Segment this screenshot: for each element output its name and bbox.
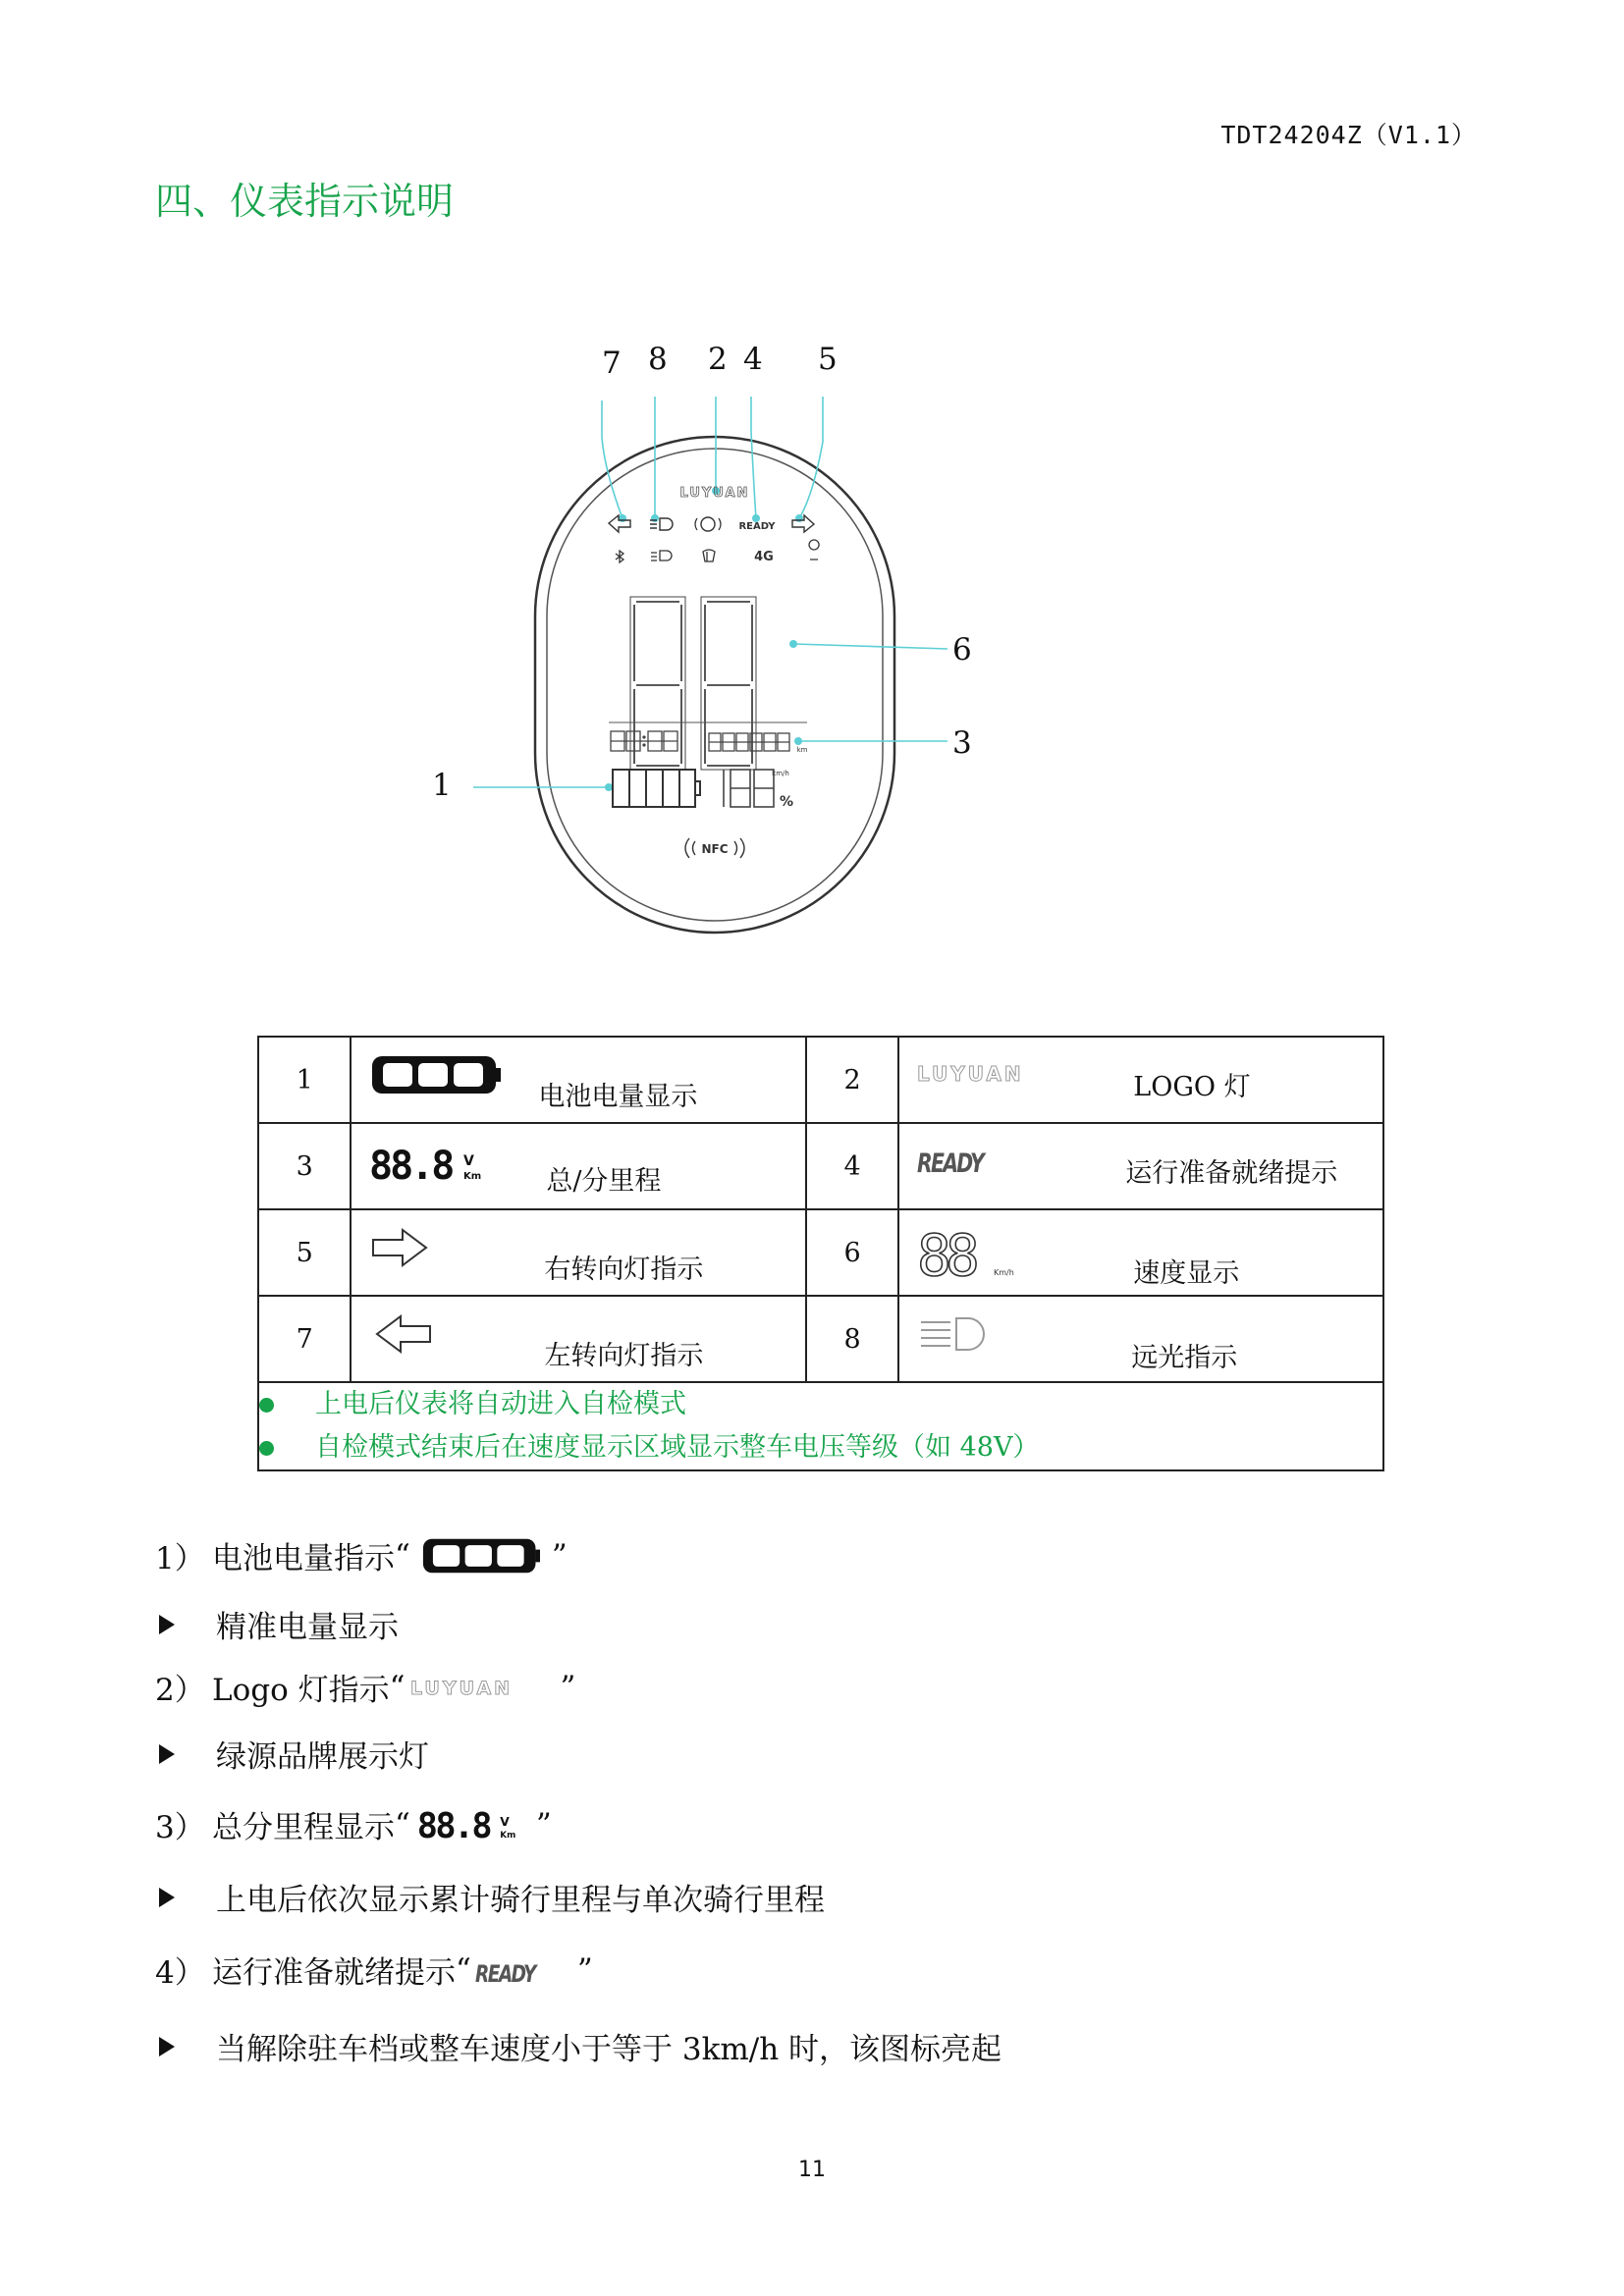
svg-text:READY: READY [917,1148,984,1179]
cell-label: 总/分里程 [546,1166,662,1197]
arrow-bullet-icon [159,1744,175,1764]
desc-prefix: 4） [155,1955,205,1991]
leader-dot-6 [789,640,797,648]
leader-dot-1 [605,783,613,791]
arrow-bullet-icon [159,1615,175,1634]
desc-item-4 [155,1948,593,1992]
desc-prefix: 3） [155,1810,205,1845]
leader-dot-3 [794,737,802,745]
desc-bullet-1 [155,1602,399,1646]
leader-line-4 [751,397,756,518]
ready-indicator: READY [738,521,776,532]
speed-digits [630,597,756,770]
note-item: 上电后仪表将自动进入自检模式 [259,1383,1382,1426]
svg-text:Km: Km [500,1830,516,1841]
row-number: 3 [258,1123,351,1209]
open-quote: “ [395,1537,410,1574]
battery-icon [414,1536,548,1575]
page-number: 11 [798,2158,826,2182]
arrow-bullet-icon [159,1888,175,1907]
document-code: TDT24204Z（V1.1） [1220,121,1477,149]
table-notes-row [258,1382,1383,1470]
ready-icon [917,1140,1025,1179]
table-row [258,1296,1383,1382]
callout-6: 6 [952,632,972,667]
close-quote: ” [535,1806,552,1842]
row-number: 8 [806,1296,898,1382]
odometer-icon [369,1140,497,1189]
battery-icon [369,1053,503,1096]
cell-label: LOGO 灯 [1133,1072,1251,1102]
desc-prefix: 2） [155,1673,205,1708]
desc-text: 电池电量指示 [212,1541,395,1576]
desc-item-1 [155,1533,568,1577]
svg-text:LUYUAN: LUYUAN [410,1677,514,1699]
battery-percent-digits [724,770,774,807]
leader-dot-8 [651,514,659,522]
arrow-bullet-icon [159,2037,175,2056]
cell-label: 运行准备就绪提示 [1125,1158,1338,1189]
ready-icon [475,1950,573,1990]
battery-gauge-icon [613,770,700,807]
right-turn-arrow-icon [369,1226,438,1269]
battery-percent-sign: % [779,794,794,810]
callout-5: 5 [818,342,838,377]
desc-text: 总分里程显示 [212,1810,395,1845]
callout-3: 3 [952,725,972,761]
indicator-table [257,1036,1384,1471]
desc-text: 上电后依次显示累计骑行里程与单次骑行里程 [216,1883,825,1918]
clock-digits [611,731,677,751]
odometer-digits [709,733,789,751]
table-row [258,1123,1383,1209]
svg-text:READY: READY [474,1960,535,1989]
left-turn-arrow-icon [369,1312,438,1356]
desc-text: 运行准备就绪提示 [212,1955,456,1991]
nfc-icon [685,838,744,858]
svg-text:88.8: 88.8 [369,1144,453,1189]
nfc-label: NFC [701,842,729,856]
leader-line-7 [602,400,623,518]
close-quote: ” [576,1951,593,1988]
table-row [258,1209,1383,1296]
open-quote: “ [389,1669,406,1705]
desc-text: 精准电量显示 [216,1610,399,1645]
headlight-icon [651,551,672,561]
note-item: 自检模式结束后在速度显示区域显示整车电压等级（如 48V） [259,1426,1382,1469]
row-number: 7 [258,1296,351,1382]
green-dot-icon [259,1398,274,1413]
desc-text: 绿源品牌展示灯 [216,1739,429,1775]
high-beam-icon [917,1312,1005,1356]
motor-fault-icon [703,550,715,561]
svg-text:88: 88 [917,1226,975,1285]
network-4g-indicator: 4G [754,550,774,564]
desc-prefix: 1） [155,1541,205,1576]
row-number: 2 [806,1037,898,1123]
desc-bullet-2 [155,1732,429,1776]
svg-text:V: V [500,1814,510,1829]
bluetooth-icon [616,551,623,562]
desc-bullet-4 [155,2024,1001,2068]
leader-dot-5 [795,514,803,522]
logo-icon [917,1053,1064,1093]
svg-text:88.8: 88.8 [416,1805,490,1846]
row-number: 4 [806,1123,898,1209]
callout-2: 2 [708,342,728,377]
open-quote: “ [395,1806,410,1842]
svg-text:Km/h: Km/h [994,1268,1015,1277]
desc-item-2 [155,1665,575,1709]
speed-unit-label: km/h [772,770,789,777]
cell-label: 右转向灯指示 [544,1255,704,1285]
leader-line-5 [799,397,823,518]
cell-label: 速度显示 [1133,1258,1240,1289]
leader-line-6 [793,644,947,649]
leader-dot-7 [619,514,626,522]
speed-digits-icon [917,1226,1025,1285]
cell-label: 远光指示 [1131,1343,1238,1373]
green-dot-icon [259,1441,274,1456]
row-number: 6 [806,1209,898,1296]
table-row [258,1037,1383,1123]
svg-text:LUYUAN: LUYUAN [917,1062,1024,1086]
desc-bullet-3 [155,1875,825,1919]
svg-text:Km: Km [463,1171,482,1182]
close-quote: ” [551,1537,568,1574]
section-title: 四、仪表指示说明 [155,180,455,223]
cell-label: 左转向灯指示 [544,1341,704,1371]
row-number: 5 [258,1209,351,1296]
dashboard-logo: LUYUAN [679,486,750,501]
desc-item-3 [155,1802,552,1846]
row-number: 1 [258,1037,351,1123]
cell-label: 电池电量显示 [538,1082,698,1112]
high-beam-indicator-icon [650,518,673,530]
warning-icon [809,540,819,560]
callout-8: 8 [648,342,668,377]
parking-indicator-icon [695,517,721,531]
odometer-unit-label: km [796,746,808,754]
callout-7: 7 [602,346,622,381]
desc-text: 当解除驻车档或整车速度小于等于 3km/h 时，该图标亮起 [216,2032,1002,2067]
close-quote: ” [560,1669,576,1705]
callout-1: 1 [432,768,452,803]
desc-text: Logo 灯指示 [212,1673,390,1708]
logo-icon [408,1673,556,1702]
open-quote: “ [456,1951,471,1988]
dashboard-diagram [412,334,1001,942]
callout-4: 4 [743,342,763,377]
svg-text:V: V [463,1153,475,1169]
odometer-icon [414,1803,532,1846]
